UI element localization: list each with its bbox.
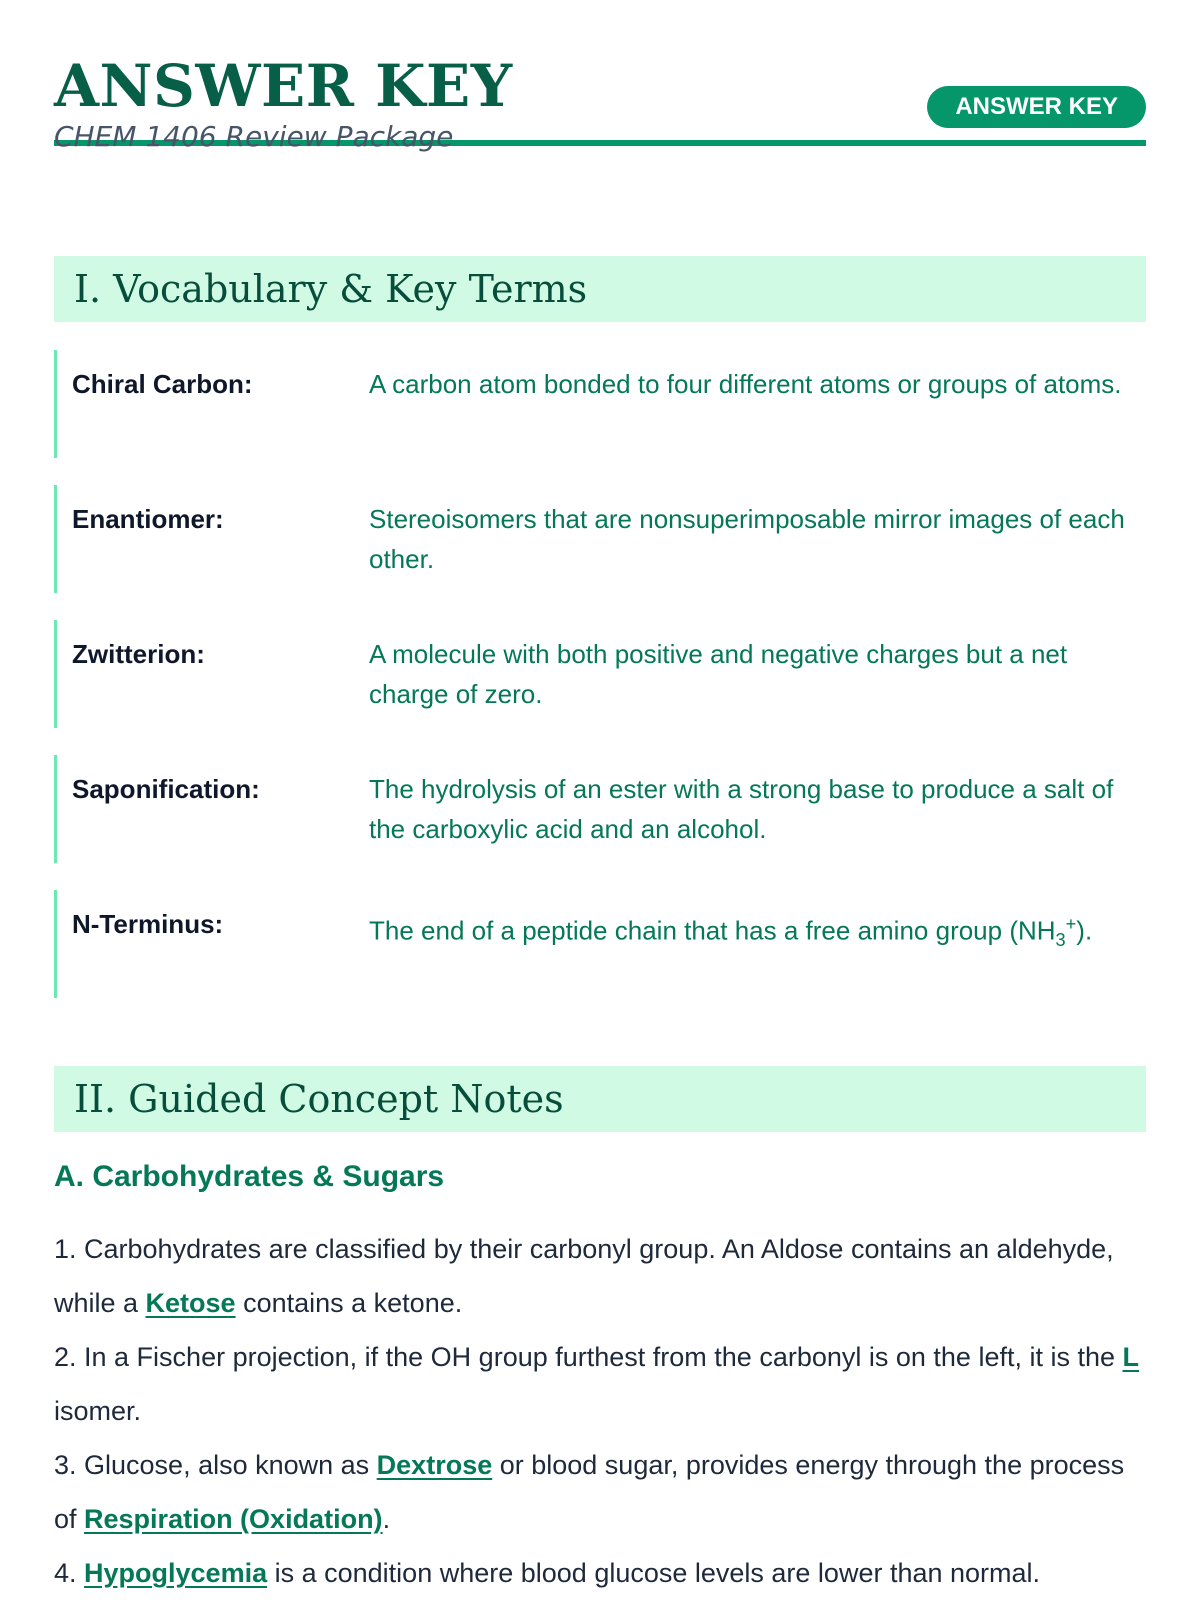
vocab-term: Chiral Carbon:	[72, 369, 253, 399]
vocab-item	[54, 350, 1146, 458]
note-item	[54, 1222, 1146, 1330]
vocab-item	[54, 755, 1146, 863]
answer-fill: L	[1122, 1342, 1140, 1372]
answer-fill: Dextrose	[376, 1450, 493, 1480]
note-text: .	[382, 1504, 391, 1534]
vocab-definition	[369, 890, 1146, 998]
section-heading-vocabulary: I. Vocabulary & Key Terms	[54, 256, 1146, 322]
definition-text: The end of a peptide chain that has a free amino group (NH	[369, 915, 1056, 946]
concept-notes	[54, 1222, 1146, 1600]
answer-fill: Hypoglycemia	[84, 1558, 268, 1588]
note-text: is a condition where blood glucose levels are lower than normal.	[267, 1558, 1041, 1588]
document-title: ANSWER KEY	[54, 52, 513, 120]
superscript: +	[1065, 914, 1077, 934]
vocab-definition: A carbon atom bonded to four different atoms or groups of atoms.	[369, 369, 1122, 399]
note-item	[54, 1330, 1146, 1438]
vocab-term: Enantiomer:	[72, 504, 224, 534]
note-text: 2. In a Fischer projection, if the OH group furthest from the carbonyl is on the left, it is the	[54, 1342, 1123, 1372]
definition-text: ).	[1076, 915, 1093, 946]
answer-fill: Respiration (Oxidation)	[84, 1504, 383, 1534]
subscript: 3	[1055, 929, 1066, 950]
note-item	[54, 1546, 1146, 1600]
answer-key-badge: ANSWER KEY	[927, 86, 1146, 128]
subsection-heading: A. Carbohydrates & Sugars	[54, 1160, 445, 1193]
note-text: isomer.	[54, 1396, 142, 1426]
vocab-term: Saponification:	[72, 774, 260, 804]
note-text: 4.	[54, 1558, 85, 1588]
vocab-term: N-Terminus:	[72, 909, 224, 939]
vocab-definition: A molecule with both positive and negative charges but a net charge of zero.	[369, 639, 1068, 709]
document-subtitle: CHEM 1406 Review Package	[54, 120, 454, 153]
vocab-item	[54, 620, 1146, 728]
answer-fill: Ketose	[145, 1288, 236, 1318]
note-text: or blood sugar, provides energy through the process of	[54, 1450, 1125, 1534]
section-heading-concepts: II. Guided Concept Notes	[54, 1066, 1146, 1132]
vocab-definition: The hydrolysis of an ester with a strong base to produce a salt of the carboxylic acid and an alcohol.	[369, 774, 1114, 844]
note-text: contains a ketone.	[235, 1288, 463, 1318]
note-text: 3. Glucose, also known as	[54, 1450, 377, 1480]
vocab-item	[54, 485, 1146, 593]
note-item	[54, 1438, 1146, 1546]
vocab-definition: Stereoisomers that are nonsuperimposable mirror images of each other.	[369, 504, 1125, 574]
document-header	[54, 0, 1146, 153]
vocab-item	[54, 890, 1146, 998]
vocab-term: Zwitterion:	[72, 639, 205, 669]
note-text: 1. Carbohydrates are classified by their carbonyl group. An Aldose contains an aldehyde, while a	[54, 1234, 1114, 1318]
vocabulary-list	[54, 350, 1146, 1025]
